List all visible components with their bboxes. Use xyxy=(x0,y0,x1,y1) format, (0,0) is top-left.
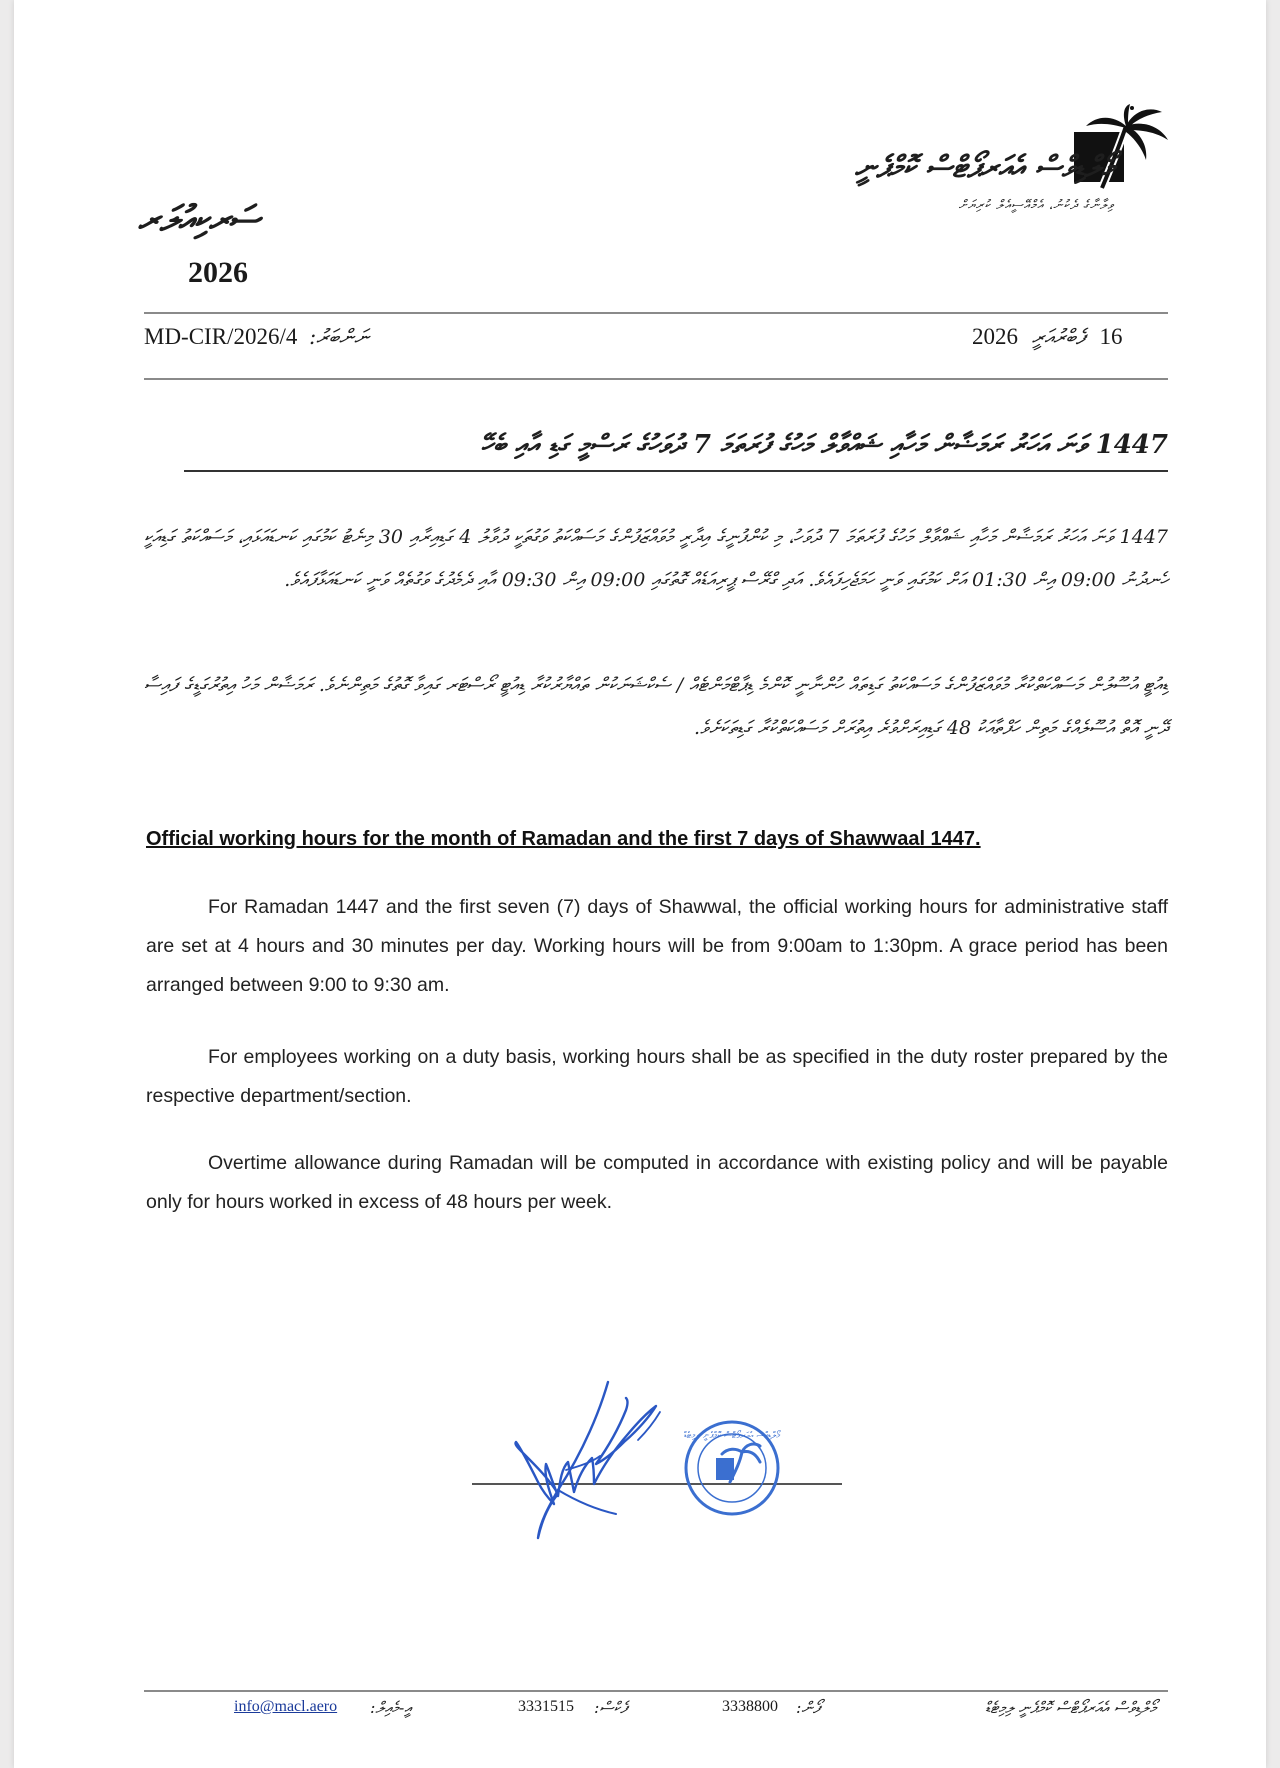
footer-fax-label: ފެކްސް: xyxy=(594,1698,627,1717)
english-title: Official working hours for the month of Ramadan and the first 7 days of Shawwaal 1447. xyxy=(146,828,981,850)
dhivehi-paragraph-2: ޑިއުޓީ އުސޫލުން މަސައްކަތްކުރާ މުވައްޒަފުންގެ މަސައްކަތު ގަޑިތައް ހުންނާނީ ކޮންމެ ޑިޕާޓްމަންޓެއް / ސެކްޝަނަކުން ތައްޔާރުކުރާ ޑިއުޓީ ރޯސްޓަރ ގައިވާ ގޮތުގެ މަތިންނެވެ. ރަމަޟާން މަހު އިތުރުގަޑީގެ ފައިސާ ދޭނީ އޮތް އުސޫލެއްގެ މަތިން ހަފްތާއަކު 48 ގަޑިއިރަށްވުރެ އިތުރަށް މަސައްކަތްކުރާ ގަޑިތަކަށެވެ. xyxy=(144,674,1168,739)
footer-organization: މޯލްޑިވްސް އެއަރޕޯޓްސް ކޮމްޕެނީ ލިމިޓެޑް xyxy=(984,1698,1156,1717)
english-paragraph-1: For Ramadan 1447 and the first seven (7) days of Shawwal, the official working hours for administrative staff are set at 4 hours and 30 minutes per day. Working hours will be from 9:00am to 1:30pm. A grace period has been arranged between 9:00 to 9:30 am. xyxy=(146,896,1168,996)
dhivehi-paragraph-1: 1447 ވަނަ އަހަރު ރަމަޟާން މަހާއި ޝައްވާލް މަހުގެ ފުރަތަމަ 7 ދުވަހު، މި ކުންފުނީގެ އިދާރީ މުވައްޒަފުންގެ މަސައްކަތު ވަގުތަކީ ދުވާލު 4 ގަޑިއިރާއި 30 މިނެޓު ކަމުގައި ކަނޑައަޅައި، މަސައްކަތު ގަޑިއަކީ ހެނދުނު 09:00 އިން 01:30 އަށް ކަމުގައި ވަނީ ހަމަޖެހިފައެވެ. އަދި ގްރޭސް ޕީރިއަޑެއް ގޮތުގައި 09:00 އިން 09:30 އާއި ދެމެދުގެ ވަގުތެއް ވަނީ ކަނޑައަޅާފައެވެ. xyxy=(144,526,1168,591)
footer-rule xyxy=(144,1690,1168,1692)
footer-email-label: އީ-މެއިލް: xyxy=(370,1698,412,1717)
issue-date xyxy=(972,324,1122,350)
footer-phone-label: ފޯން: xyxy=(796,1698,820,1717)
signature-image xyxy=(488,1370,708,1550)
organization-name: މޯލްޑިވްސް އެއަރޕޯޓްސް ކޮމްޕެނީ xyxy=(854,150,1114,185)
organization-subtitle: ވިލާނާގެ ދެކުނު، އެމްއޭސީއެލް ކުރިޔަށް xyxy=(958,198,1114,213)
header-top-rule xyxy=(144,312,1168,314)
footer-fax: 3331515 xyxy=(518,1698,574,1715)
header-bottom-rule xyxy=(144,378,1168,380)
footer-email-link[interactable]: info@macl.aero xyxy=(234,1698,338,1715)
reference-number-label: ނަންބަރު: xyxy=(309,325,369,349)
date-month: ފެބްރުއަރީ xyxy=(1031,325,1086,349)
company-stamp xyxy=(682,1418,782,1518)
circular-year: 2026 xyxy=(188,256,248,289)
english-paragraph-3: Overtime allowance during Ramadan will be computed in accordance with existing policy and will be payable only for hours worked in excess of 48 hours per week. xyxy=(146,1152,1168,1213)
stamp-text: މޯލްޑިވްސް އެއަރޕޯޓްސް ކޮމްޕެނީ ލިމިޓެޑް xyxy=(683,1431,781,1441)
dhivehi-title-underline xyxy=(184,470,1168,472)
circular-label: ސަރކިއުލަރ xyxy=(138,198,261,240)
reference-number-value: MD-CIR/2026/4 xyxy=(144,324,298,349)
dhivehi-title: 1447 ވަނަ އަހަރު ރަމަޟާން މަހާއި ޝައްވާލް މަހުގެ ފުރަތަމަ 7 ދުވަހުގެ ރަސްމީ ގަޑި އާއި ބެހޭ xyxy=(481,430,1168,460)
footer-phone: 3338800 xyxy=(722,1698,778,1715)
date-year: 2026 xyxy=(972,324,1018,349)
reference-number xyxy=(144,324,368,350)
english-paragraph-2: For employees working on a duty basis, working hours shall be as specified in the duty roster prepared by the respective department/section. xyxy=(146,1046,1168,1107)
document-page xyxy=(14,0,1266,1768)
date-day: 16 xyxy=(1099,324,1123,349)
